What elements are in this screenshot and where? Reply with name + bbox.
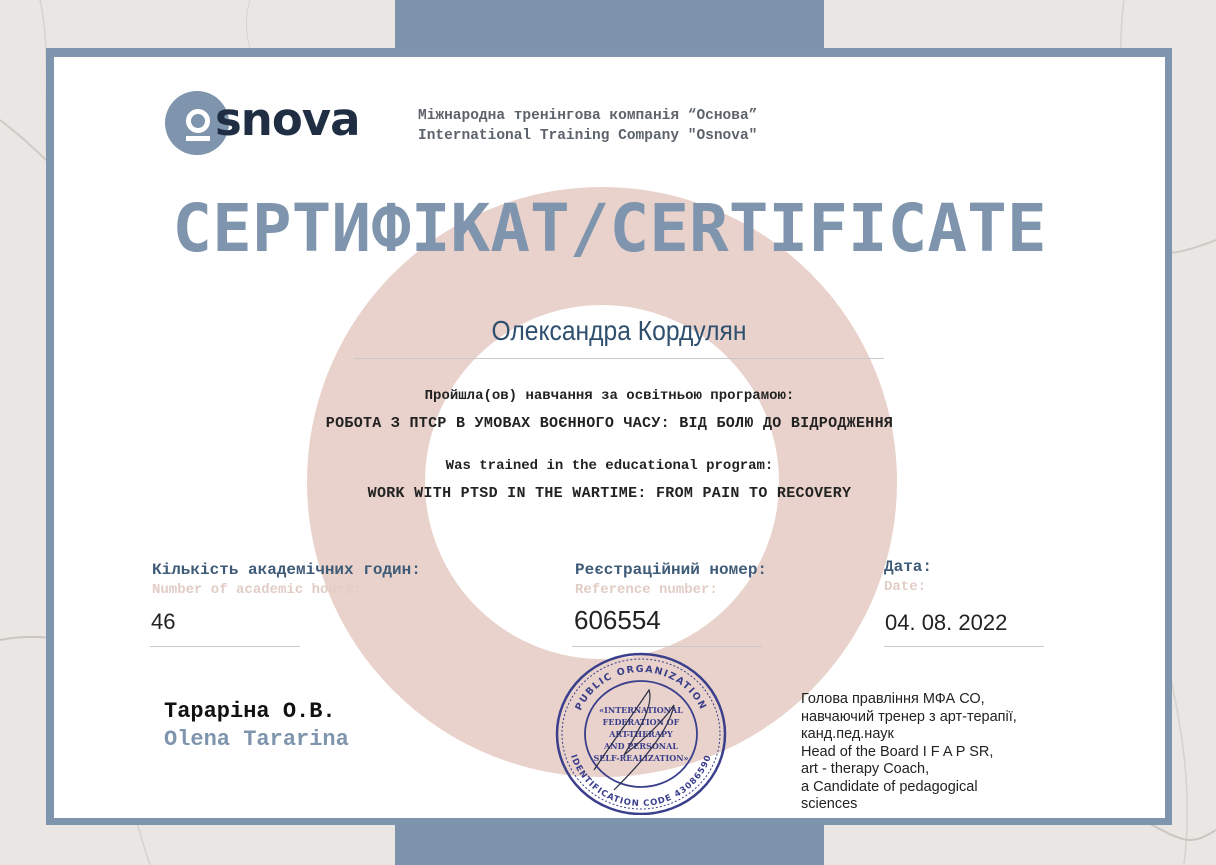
position-line: канд.пед.наук: [801, 726, 894, 742]
date-label-en: Date:: [884, 579, 927, 595]
date-label-ua: Дата:: [884, 558, 933, 576]
hours-underline: [150, 646, 300, 647]
reference-label-ua: Реєстраційний номер:: [575, 561, 768, 579]
osnova-logo: [165, 91, 385, 155]
position-line: a Candidate of pedagogical: [801, 778, 978, 795]
program-name-ua: РОБОТА З ПТСР В УМОВАХ ВОЄННОГО ЧАСУ: ВІД БОЛЮ ДО ВІДРОДЖЕННЯ: [325, 415, 894, 432]
program-name-en: WORK WITH PTSD IN THE WARTIME: FROM PAIN TO RECOVERY: [367, 485, 852, 502]
date-underline: [884, 646, 1044, 647]
recipient-underline: [354, 358, 884, 359]
stamp-outer-bottom-text: IDENTIFICATION CODE 43086590: [568, 753, 714, 810]
stamp-inner-line: FEDERATION OF: [602, 717, 680, 727]
certificate-title: СЕРТИФІКАТ/CERTIFICATE: [172, 190, 1047, 267]
reference-value: 606554: [574, 605, 661, 635]
reference-label-en: Reference number:: [575, 582, 718, 598]
program-intro-en: Was trained in the educational program:: [445, 458, 774, 474]
logo-wordmark: snova: [215, 93, 360, 146]
stamp-outer-top-text: PUBLIC ORGANIZATION: [573, 663, 709, 713]
position-line: навчаючий тренер з арт-терапії,: [801, 708, 1017, 725]
certificate-sheet: [54, 57, 1165, 818]
signatory-name-en: Olena Tararina: [164, 727, 349, 752]
stamp-inner-line: AND PERSONAL: [604, 741, 678, 751]
logo-underline-icon: [186, 136, 210, 141]
date-value: 04. 08. 2022: [885, 610, 1008, 635]
company-name-ua: Міжнародна тренінгова компанія “Основа”: [418, 108, 758, 124]
reference-underline: [572, 646, 762, 647]
hours-value: 46: [151, 609, 176, 634]
stamp-inner-line: ART-THERAPY: [609, 729, 673, 739]
hours-label-en: Number of academic hours:: [152, 582, 363, 598]
organization-stamp: [554, 650, 729, 815]
signatory-position: [801, 691, 1017, 814]
position-line: Голова правління МФА СО,: [801, 691, 985, 707]
signatory-name-ua: Тараріна О.В.: [164, 699, 336, 724]
logo-o-icon: [186, 109, 210, 133]
program-intro-ua: Пройшла(ов) навчання за освітньою програмою:: [424, 388, 795, 404]
company-name-en: International Training Company "Osnova": [418, 128, 758, 144]
company-name: [418, 106, 757, 146]
position-line: art - therapy Coach,: [801, 761, 930, 777]
stamp-inner-line: «INTERNATIONAL: [599, 705, 683, 715]
position-line: Head of the Board I F A P SR,: [801, 743, 994, 760]
recipient-name: Олександра Кордулян: [491, 315, 747, 346]
position-line: sciences: [801, 796, 858, 812]
hours-label-ua: Кількість академічних годин:: [152, 561, 421, 579]
stamp-inner-line: SELF-REALIZATION»: [593, 753, 689, 763]
